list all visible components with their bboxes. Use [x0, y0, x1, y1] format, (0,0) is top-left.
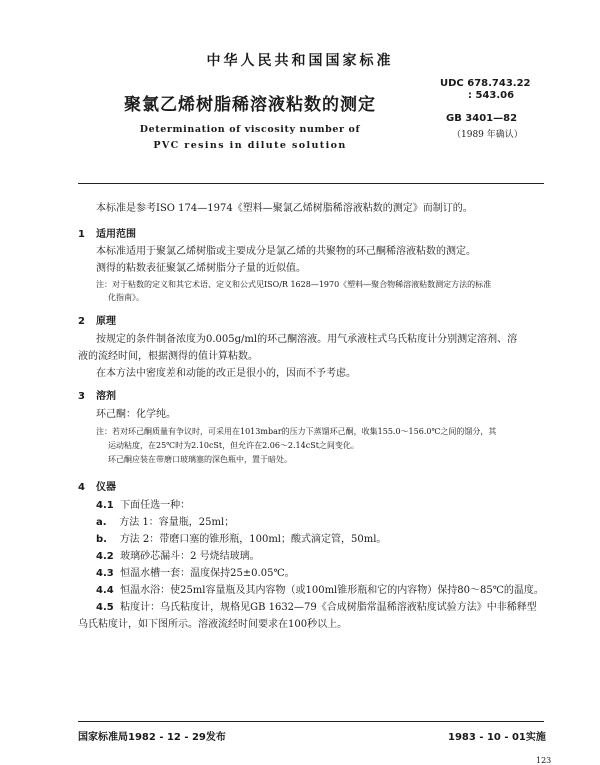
section-1-note-line2: 化指南》。 — [108, 293, 144, 302]
section-title: 原理 — [96, 316, 116, 327]
effective-date: 1983 - 10 - 01实施 — [448, 732, 546, 743]
gb-standard-number: GB 3401—82 — [446, 113, 518, 124]
section-1-paragraph-1: 本标准适用于聚氯乙烯树脂或主要成分是氯乙烯的共聚物的环己酮稀溶液粘数的测定。 — [96, 246, 476, 257]
standard-title-chinese: 聚氯乙烯树脂稀溶液粘数的测定 — [124, 95, 376, 115]
item-4-3 — [96, 567, 295, 581]
section-1-note-line1: 注：对于粘数的定义和其它术语、定义和公式见ISO/R 1628—1970《塑料—聚合物稀溶液粘数测定方法的标准 — [96, 280, 492, 289]
section-3-paragraph-1: 环己酮：化学纯。 — [96, 409, 176, 420]
section-4-heading — [78, 478, 116, 493]
section-2-paragraph-1-line2: 液的流经时间，根据测得的值计算粘数。 — [78, 351, 258, 362]
item-label: b. — [96, 534, 107, 545]
item-text: 方法 2：带磨口塞的锥形瓶，100ml；酸式滴定管，50ml。 — [119, 534, 387, 545]
item-number: 4.5 — [96, 602, 114, 613]
footer-divider — [78, 721, 544, 722]
section-1-heading — [78, 225, 136, 240]
item-4-1-a — [96, 516, 234, 530]
section-3-note-line3: 环己酮应装在带磨口玻璃塞的深色瓶中，置于暗处。 — [108, 455, 292, 464]
page-number: 123 — [536, 756, 552, 765]
item-number: 4.1 — [96, 500, 114, 511]
item-text: 方法 1：容量瓶，25ml； — [119, 517, 235, 528]
section-1-paragraph-2: 测得的粘数表征聚氯乙烯树脂分子量的近似值。 — [96, 263, 306, 274]
udc-code-line2: : 543.06 — [468, 90, 515, 101]
standard-title-english-line1: Determination of viscosity number of — [139, 124, 361, 135]
item-text: 恒温水槽一套：温度保持25±0.05℃。 — [120, 568, 295, 579]
section-3-note-line2: 运动粘度，在25℃时为2.10cSt，但允许在2.06～2.14cSt之间变化。 — [108, 441, 359, 450]
item-number: 4.2 — [96, 551, 114, 562]
item-4-1 — [96, 499, 190, 513]
item-4-5-continued: 乌氏粘度计，如下图所示。溶液流经时间要求在100秒以上。 — [78, 619, 348, 630]
udc-code-line1: UDC 678.743.22 — [440, 78, 531, 89]
section-number: 3 — [78, 391, 85, 402]
section-title: 仪器 — [96, 482, 116, 493]
issue-date: 国家标准局1982 - 12 - 29发布 — [78, 732, 226, 743]
intro-paragraph: 本标准是参考ISO 174—1974《塑料—聚氯乙烯树脂稀溶液粘数的测定》而制订的。 — [96, 203, 473, 214]
standard-title-english-line2: PVC resins in dilute solution — [153, 140, 347, 151]
section-2-paragraph-2: 在本方法中密度差和动能的改正是很小的，因而不予考虑。 — [96, 368, 356, 379]
section-number: 2 — [78, 316, 85, 327]
item-4-4 — [96, 584, 544, 598]
item-4-1-b — [96, 533, 386, 547]
item-text: 下面任选一种： — [120, 500, 191, 511]
national-standard-heading: 中华人民共和国国家标准 — [206, 53, 394, 69]
section-2-heading — [78, 312, 116, 327]
section-number: 4 — [78, 482, 85, 493]
item-4-2 — [96, 550, 260, 564]
section-number: 1 — [78, 229, 85, 240]
item-number: 4.3 — [96, 568, 114, 579]
header-divider — [78, 183, 544, 184]
confirmation-year: （1989 年确认） — [452, 130, 523, 140]
section-3-heading — [78, 387, 116, 402]
item-4-5 — [96, 601, 537, 615]
item-number: 4.4 — [96, 585, 114, 596]
item-label: a. — [96, 517, 107, 528]
section-3-note-line1: 注：若对环己酮质量有争议时，可采用在1013mbar的压力下蒸馏环己酮，收集155.0～156.0℃之间的馏分，其 — [96, 427, 497, 436]
item-text: 粘度计：乌氏粘度计，规格见GB 1632—79《合成树脂常温稀溶液粘度试验方法》中非稀释型 — [120, 602, 537, 613]
item-text: 玻璃砂芯漏斗：2 号烧结玻璃。 — [120, 551, 260, 562]
item-text: 恒温水浴：使25ml容量瓶及其内容物（或100ml锥形瓶和它的内容物）保持80～85℃的温度。 — [120, 585, 544, 596]
section-2-paragraph-1-line1: 按规定的条件制备浓度为0.005g/ml的环己酮溶液。用气承液柱式乌氏粘度计分别测定溶剂、溶 — [96, 334, 518, 345]
section-title: 适用范围 — [96, 229, 136, 240]
section-title: 溶剂 — [96, 391, 116, 402]
